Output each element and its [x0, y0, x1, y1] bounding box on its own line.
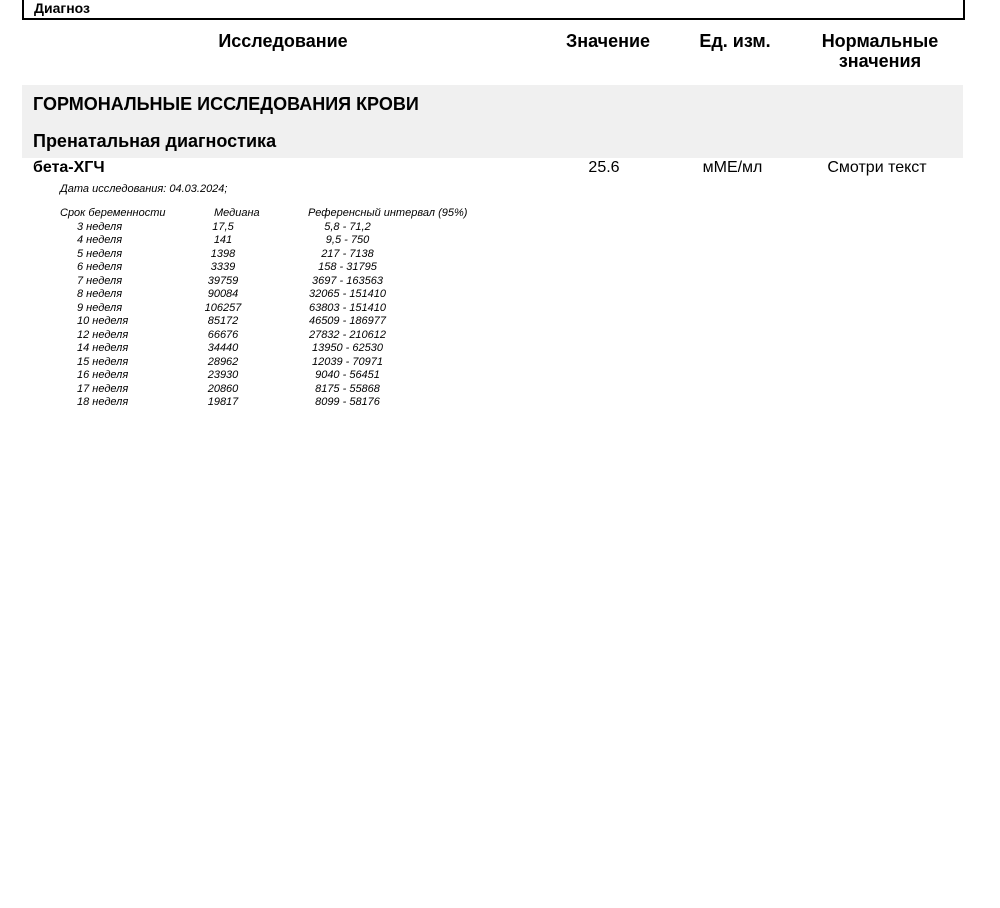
reference-cell-median: 1398: [210, 247, 236, 260]
reference-cell-median: 85172: [207, 315, 239, 327]
column-header-unit: Ед. изм.: [699, 31, 771, 51]
test-date: Дата исследования: 04.03.2024;: [60, 183, 228, 195]
reference-cell-interval: 63803 - 151410: [308, 301, 387, 314]
reference-cell-median: 23930: [207, 369, 239, 381]
reference-cell-term: 17 неделя: [77, 382, 129, 395]
column-header-norm: [790, 31, 970, 71]
reference-cell-median: 34440: [207, 342, 239, 354]
reference-cell-term: 5 неделя: [77, 247, 123, 260]
reference-cell-median: 20860: [207, 382, 239, 395]
reference-cell-median: 19817: [207, 396, 239, 408]
reference-cell-interval: 8175 - 55868: [315, 382, 380, 395]
diagnosis-label: Диагноз: [34, 0, 90, 16]
column-header-study: Исследование: [218, 31, 348, 51]
column-header-value: Значение: [565, 31, 651, 51]
reference-cell-interval: 9040 - 56451: [315, 369, 380, 381]
reference-cell-term: 9 неделя: [77, 301, 123, 314]
test-name: бета-ХГЧ: [33, 159, 105, 176]
reference-cell-interval: 3697 - 163563: [312, 274, 383, 287]
reference-cell-median: 141: [213, 234, 233, 246]
reference-cell-term: 15 неделя: [77, 355, 129, 368]
reference-cell-term: 8 неделя: [77, 288, 123, 300]
reference-cell-term: 4 неделя: [77, 234, 123, 246]
reference-cell-median: 3339: [210, 261, 236, 273]
test-norm: Смотри текст: [827, 159, 927, 176]
reference-header-interval: Референсный интервал (95%): [308, 207, 468, 219]
reference-header-median: Медиана: [214, 207, 260, 219]
reference-cell-interval: 46509 - 186977: [308, 315, 387, 327]
reference-cell-median: 90084: [207, 288, 239, 300]
reference-cell-interval: 5,8 - 71,2: [324, 220, 371, 233]
test-value: 25.6: [588, 159, 620, 176]
subsection-title: Пренатальная диагностика: [33, 131, 277, 151]
reference-cell-interval: 158 - 31795: [318, 261, 377, 273]
test-unit: мМЕ/мл: [702, 159, 763, 176]
reference-cell-interval: 32065 - 151410: [308, 288, 387, 300]
section-title: ГОРМОНАЛЬНЫЕ ИССЛЕДОВАНИЯ КРОВИ: [33, 94, 419, 114]
reference-cell-interval: 217 - 7138: [321, 247, 374, 260]
reference-cell-interval: 9,5 - 750: [325, 234, 370, 246]
reference-cell-interval: 27832 - 210612: [308, 328, 387, 341]
reference-cell-term: 14 неделя: [77, 342, 129, 354]
reference-cell-median: 106257: [204, 301, 242, 314]
reference-cell-term: 10 неделя: [77, 315, 129, 327]
reference-cell-term: 7 неделя: [77, 274, 123, 287]
column-header-norm-line2: значения: [838, 51, 922, 71]
reference-cell-interval: 13950 - 62530: [312, 342, 383, 354]
reference-cell-term: 6 неделя: [77, 261, 123, 273]
reference-cell-median: 17,5: [212, 220, 234, 233]
reference-cell-term: 12 неделя: [77, 328, 129, 341]
reference-cell-term: 16 неделя: [77, 369, 129, 381]
diagnosis-box: [22, 0, 965, 20]
column-header-norm-line1: Нормальные: [821, 31, 939, 51]
reference-cell-interval: 8099 - 58176: [315, 396, 380, 408]
reference-cell-median: 39759: [207, 274, 239, 287]
reference-cell-median: 28962: [207, 355, 239, 368]
reference-cell-interval: 12039 - 70971: [312, 355, 383, 368]
reference-cell-term: 18 неделя: [77, 396, 129, 408]
reference-cell-median: 66676: [207, 328, 239, 341]
reference-cell-term: 3 неделя: [77, 220, 123, 233]
reference-header-term: Срок беременности: [60, 207, 166, 219]
